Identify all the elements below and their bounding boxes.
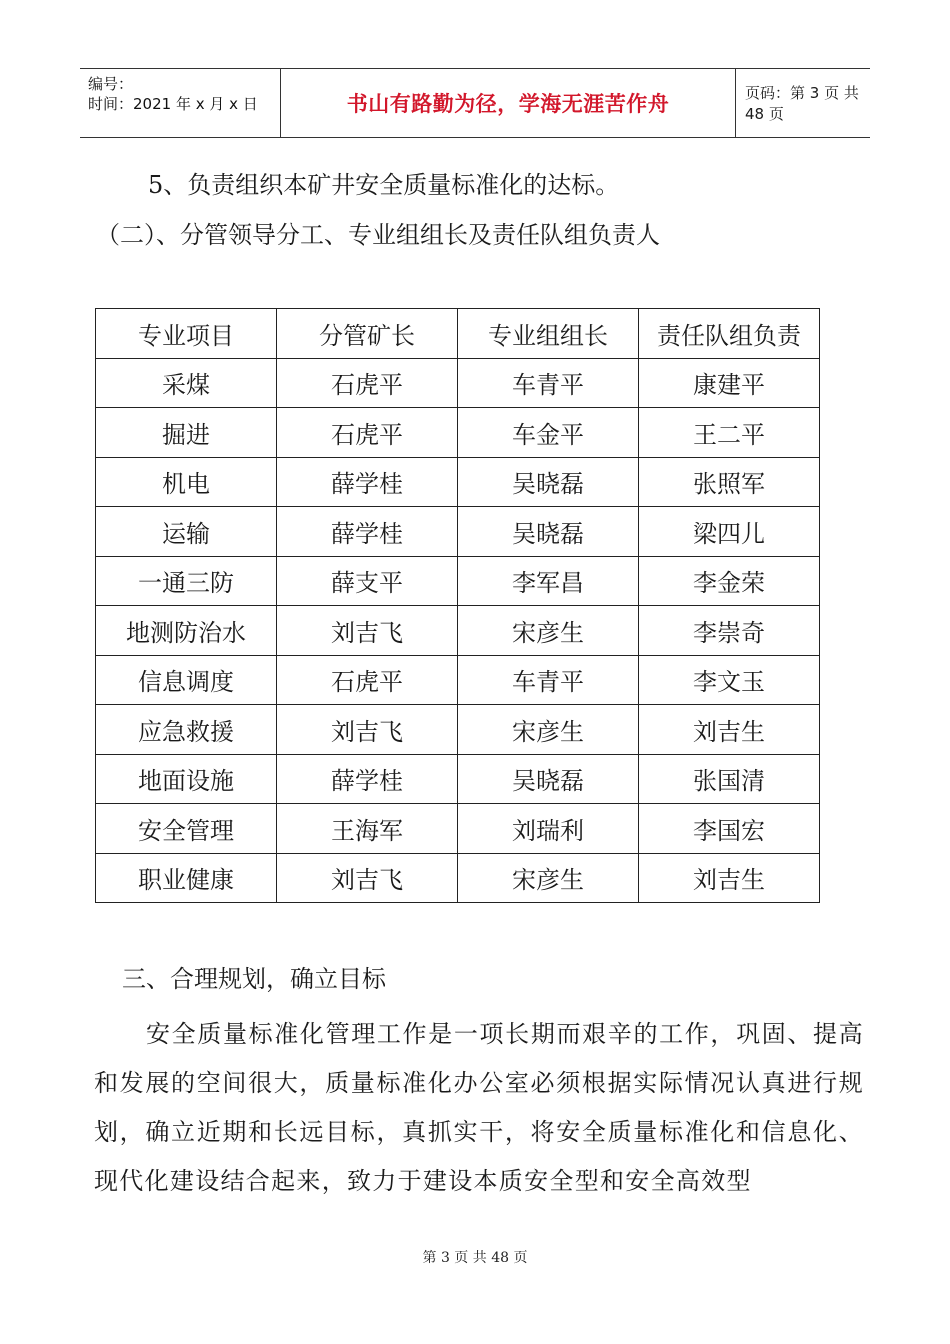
table-cell: 刘吉飞 (277, 606, 458, 656)
table-cell: 薛学桂 (277, 507, 458, 557)
table-cell: 张照军 (639, 457, 820, 507)
table-row (96, 408, 820, 458)
table-cell: 石虎平 (277, 655, 458, 705)
table-cell: 运输 (96, 507, 277, 557)
time-label: 时间：2021 年 x 月 x 日 (88, 95, 258, 113)
table-body (96, 358, 820, 903)
table-cell: 地测防治水 (96, 606, 277, 656)
column-header: 专业项目 (96, 309, 277, 359)
table-row (96, 606, 820, 656)
table-cell: 薛支平 (277, 556, 458, 606)
table-row (96, 754, 820, 804)
page-footer: 第 3 页 共 48 页 (422, 1250, 528, 1266)
item-5-text: 5、负责组织本矿井安全质量标准化的达标。 (148, 171, 620, 199)
section-3-heading: 三、合理规划，确立目标 (122, 965, 386, 993)
table-row (96, 507, 820, 557)
table-cell: 梁四儿 (639, 507, 820, 557)
table-cell: 刘吉飞 (277, 705, 458, 755)
column-header: 专业组组长 (458, 309, 639, 359)
table-cell: 机电 (96, 457, 277, 507)
table-cell: 李国宏 (639, 804, 820, 854)
table-cell: 吴晓磊 (458, 507, 639, 557)
table-cell: 职业健康 (96, 853, 277, 903)
table-cell: 一通三防 (96, 556, 277, 606)
table-cell: 张国清 (639, 754, 820, 804)
table-cell: 李金荣 (639, 556, 820, 606)
motto-text: 书山有路勤为径，学海无涯苦作舟 (346, 92, 670, 116)
table-cell: 薛学桂 (277, 457, 458, 507)
table-row (96, 358, 820, 408)
table-cell: 李军昌 (458, 556, 639, 606)
table-cell: 康建平 (639, 358, 820, 408)
number-label: 编号： (88, 75, 134, 93)
table-cell: 宋彦生 (458, 853, 639, 903)
header-meta (80, 69, 280, 137)
section-2-heading: （二）、分管领导分工、专业组组长及责任队组负责人 (96, 221, 660, 249)
table-row (96, 853, 820, 903)
table-row (96, 804, 820, 854)
table-cell: 车青平 (458, 655, 639, 705)
column-header: 分管矿长 (277, 309, 458, 359)
table-header-row (96, 309, 820, 359)
table-cell: 王海军 (277, 804, 458, 854)
table-row (96, 457, 820, 507)
table-cell: 采煤 (96, 358, 277, 408)
responsibility-table (95, 308, 820, 903)
table-cell: 刘吉飞 (277, 853, 458, 903)
section-3-paragraph: 安全质量标准化管理工作是一项长期而艰辛的工作，巩固、提高和发展的空间很大，质量标准化办公室必须根据实际情况认真进行规划，确立近期和长远目标，真抓实干，将安全质量标准化和信息化、现代化建设结合起来，致力于建设本质安全型和安全高效型 (94, 1020, 864, 1195)
table-cell: 地面设施 (96, 754, 277, 804)
table-cell: 刘吉生 (639, 705, 820, 755)
header-motto-cell (280, 69, 736, 137)
column-header: 责任队组负责 (639, 309, 820, 359)
table-cell: 刘瑞利 (458, 804, 639, 854)
table-cell: 应急救援 (96, 705, 277, 755)
table-cell: 石虎平 (277, 408, 458, 458)
table-cell: 李崇奇 (639, 606, 820, 656)
table-cell: 掘进 (96, 408, 277, 458)
table-cell: 吴晓磊 (458, 457, 639, 507)
table-row (96, 705, 820, 755)
table-cell: 石虎平 (277, 358, 458, 408)
table-cell: 薛学桂 (277, 754, 458, 804)
table-cell: 信息调度 (96, 655, 277, 705)
table-cell: 吴晓磊 (458, 754, 639, 804)
table-cell: 安全管理 (96, 804, 277, 854)
table-cell: 王二平 (639, 408, 820, 458)
table-row (96, 655, 820, 705)
table-row (96, 556, 820, 606)
table-cell: 宋彦生 (458, 606, 639, 656)
table-cell: 李文玉 (639, 655, 820, 705)
header-page-cell (735, 69, 870, 137)
table-cell: 宋彦生 (458, 705, 639, 755)
table-cell: 车青平 (458, 358, 639, 408)
table-cell: 刘吉生 (639, 853, 820, 903)
page-info: 页码：第 3 页 共 48 页 (745, 84, 859, 123)
document-header (80, 68, 870, 138)
table-cell: 车金平 (458, 408, 639, 458)
